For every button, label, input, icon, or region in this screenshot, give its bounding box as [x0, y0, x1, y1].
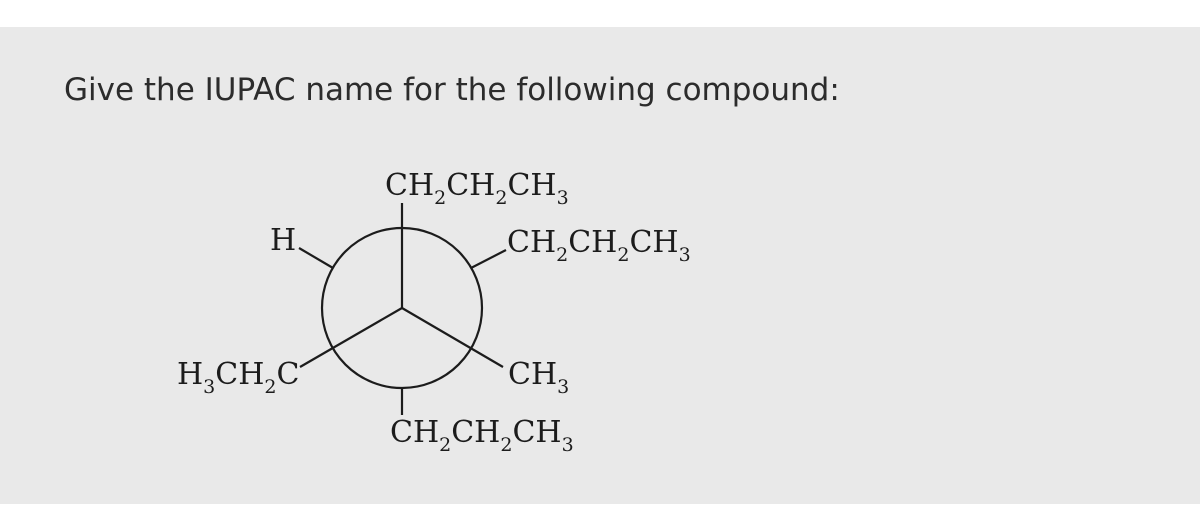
back-upper-left-substituent-label: H [270, 223, 297, 258]
front-up-substituent-label: $CH_2CH_2CH_3$ [385, 168, 569, 209]
front-bond-lower-left [300, 308, 402, 367]
back-bond-upper-right [471, 250, 506, 268]
front-lower-right-substituent-label: $CH_3$ [508, 357, 570, 398]
back-upper-right-substituent-label: $CH_2CH_2CH_3$ [507, 225, 691, 266]
front-lower-left-substituent-label: $H_3CH_2C$ [177, 357, 300, 398]
question-text: Give the IUPAC name for the following compound: [64, 72, 840, 108]
front-bond-lower-right [402, 308, 503, 367]
back-down-substituent-label: $CH_2CH_2CH_3$ [390, 415, 574, 456]
back-bond-upper-left [299, 248, 333, 268]
